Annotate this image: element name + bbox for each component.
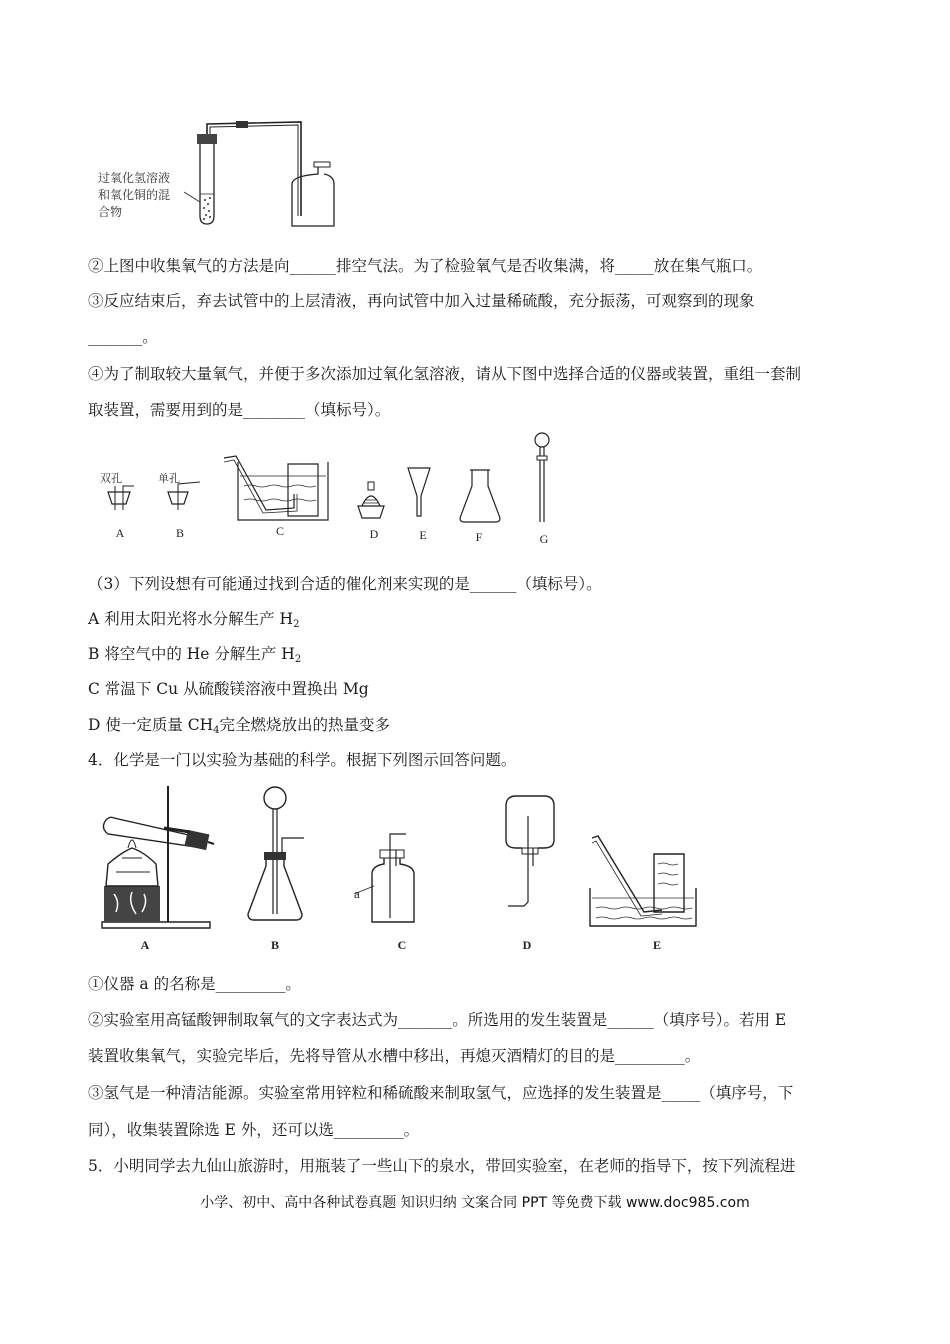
- q3-option-c: C 常温下 Cu 从硫酸镁溶液中置换出 Mg: [88, 680, 369, 698]
- q5-stem: 5．小明同学去九仙山旅游时，用瓶装了一些山下的泉水，带回实验室，在老师的指导下，按下列流程进: [88, 1157, 796, 1175]
- q3-option-b: [88, 644, 301, 664]
- figure-3-label-b: B: [270, 938, 279, 952]
- q3-option-a-text: A 利用太阳光将水分解生产 H: [88, 610, 294, 628]
- q2-line-3b: _______。: [88, 328, 158, 346]
- q4-stem: 4．化学是一门以实验为基础的科学。根据下列图示回答问题。: [88, 751, 517, 769]
- q2-line-3a: ③反应结束后，弃去试管中的上层清液，再向试管中加入过量稀硫酸，充分振荡，可观察到的现象: [88, 292, 755, 310]
- q3-option-a: [88, 609, 299, 629]
- q3-option-d: [88, 715, 390, 735]
- q3-option-a-sub: 2: [293, 619, 300, 630]
- figure-2-label-single-hole: 单孔: [158, 472, 180, 485]
- q3-option-b-sub: 2: [294, 654, 302, 665]
- figure-2-label-a: A: [115, 526, 125, 540]
- figure-2-label-g: G: [539, 532, 549, 546]
- figure-1-apparatus: [96, 118, 356, 230]
- q4-line-2a: ②实验室用高锰酸钾制取氧气的文字表达式为_______。所选用的发生装置是______（填序号）。若用 E: [88, 1011, 787, 1029]
- figure-1-caption-2: 和氧化铜的混: [98, 188, 171, 202]
- figure-3-label-d: D: [522, 938, 532, 952]
- q4-line-3a: ③氢气是一种清洁能源。实验室常用锌粒和稀硫酸来制取氢气，应选择的发生装置是_____（填序号，下: [88, 1084, 794, 1102]
- figure-2-label-d: D: [369, 527, 379, 541]
- figure-2-apparatus: [90, 430, 570, 550]
- figure-3-label-e: E: [652, 938, 661, 952]
- figure-1-caption-3: 合物: [98, 205, 123, 219]
- figure-2-label-b: B: [175, 526, 184, 540]
- figure-3-label-instrument-a: a: [354, 886, 360, 901]
- q3-option-d-rest: 完全燃烧放出的热量变多: [219, 716, 391, 734]
- figure-3-label-c: C: [397, 938, 407, 952]
- figure-2-label-e: E: [419, 528, 427, 542]
- q4-line-3b: 同），收集装置除选 E 外，还可以选_________。: [88, 1121, 420, 1139]
- q2-line-4a: ④为了制取较大量氧气，并便于多次添加过氧化氢溶液，请从下图中选择合适的仪器或装置，重组一套制: [88, 365, 802, 383]
- figure-2-drawing: [90, 430, 570, 550]
- q3-option-d-text: D 使一定质量 CH: [88, 716, 214, 734]
- figure-2-label-c: C: [275, 524, 284, 538]
- q3-stem: （3）下列设想有可能通过找到合适的催化剂来实现的是______（填标号）。: [88, 575, 602, 593]
- q4-line-2b: 装置收集氧气，实验完毕后，先将导管从水槽中移出，再熄灭酒精灯的目的是_________。: [88, 1047, 701, 1065]
- figure-2-label-f: F: [475, 530, 483, 544]
- q3-option-b-text: B 将空气中的 He 分解生产 H: [88, 645, 295, 663]
- figure-3-apparatus: [92, 782, 732, 962]
- figure-3-drawing: [92, 782, 732, 962]
- q3-option-d-sub: 4: [213, 725, 220, 736]
- q2-line-2: ②上图中收集氧气的方法是向______排空气法。为了检验氧气是否收集满，将_____放在集气瓶口。: [88, 257, 763, 275]
- figure-3-label-a: A: [140, 938, 150, 952]
- q4-line-1: ①仪器 a 的名称是_________。: [88, 975, 301, 993]
- page-footer: 小学、初中、高中各种试卷真题 知识归纳 文案合同 PPT 等免费下载 www.doc985.com: [200, 1195, 750, 1211]
- figure-1-caption-1: 过氧化氢溶液: [98, 171, 171, 185]
- q2-line-4b: 取装置，需要用到的是________（填标号）。: [88, 401, 391, 419]
- figure-2-label-double-hole: 双孔: [100, 472, 122, 485]
